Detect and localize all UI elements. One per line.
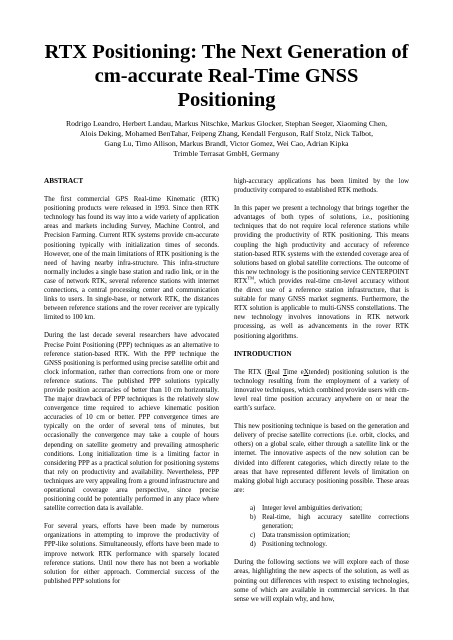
title-line-1: RTX Positioning: The Next Generation of (44, 41, 409, 63)
list-item-text: Integer level ambiguities derivation; (262, 504, 363, 512)
list-item-text: Positioning technology. (262, 541, 328, 549)
list-marker: d) (250, 541, 256, 549)
list-item (250, 531, 409, 540)
abstract-heading: ABSTRACT (44, 177, 84, 185)
left-column (44, 177, 219, 613)
list-item-text: Data transmission optimization; (262, 532, 351, 540)
abstract-paragraph-1: The first commercial GPS Real-time Kinematic (RTK) positioning products were released in 1993. Since then RTK technology has found its way into a wide variety of application areas and markets including Survey, Machine Control, and Precision Farming. Current RTK systems provide cm-accurate positioning typically with initialization times of seconds. However, one of the main limitations of RTK positioning is the need of having nearby infra-structure. This infra-structure normally includes a single base station and radio link, or in the case of network RTK, several reference stations with internet connections, a central processing center and communication links to users. In single-base, or network RTK, the distances between reference stations and the rover receiver are typically limited to 100 km. (44, 196, 219, 322)
right-paragraph-2 (234, 204, 409, 340)
list-item (250, 540, 409, 549)
list-marker: c) (250, 532, 256, 540)
title-line-2: cm-accurate Real-Time GNSS Positioning (94, 65, 359, 111)
acronym-r: R (267, 368, 272, 376)
intro-p1-eal: eal (271, 368, 283, 376)
right-paragraph-2-part-a: In this paper we present a technology that brings together the advantages of both types of solutions, i.e., positioning techniques that do not require local reference stations while providing the productivity of RTK positioning. This means coupling the high productivity and accuracy of reference station-based RTK systems with the extended coverage area of solutions based on global satellite corrections. The outcome of this new technology is the positioning service CENTERPOINT RTX (234, 205, 409, 285)
acronym-x: X (303, 368, 309, 376)
abstract-paragraph-2: During the last decade several researchers have advocated Precise Point Positioning (PPP) techniques as an alternative to reference station-based RTK. With the PPP technique the GNSS positioning is performed using precise satellite orbit and clock information, rather than corrections from one or more reference stations. The published PPP solutions typically provide position accuracies of better than 10 cm horizontally. The major drawback of PPP techniques is the relatively slow convergence time required to achieve kinematic position accuracies of 10 cm or better. PPP convergence times are typically on the order of several tens of minutes, but occasionally the convergence may take a couple of hours depending on satellite geometry and prevailing atmospheric conditions. Long initialization time is a limiting factor in considering PPP as a practical solution for positioning systems that rely on productivity and availability. Nevertheless, PPP techniques are very appealing from a ground infrastructure and operational coverage area perspective, since precise positioning could be potentially performed in any place where satellite correction data is available. (44, 332, 219, 513)
introduction-heading: INTRODUCTION (234, 349, 292, 358)
list-marker: b) (250, 514, 256, 521)
acronym-t: T (282, 368, 287, 376)
trademark-mark: TM (247, 275, 255, 281)
authors-line-1: Rodrigo Leandro, Herbert Landau, Markus Nitschke, Markus Glocker, Stephan Seeger, Xiaoming Chen, (65, 119, 388, 128)
list-item (250, 504, 409, 513)
intro-paragraph-1 (234, 368, 409, 413)
authors-line-2: Alois Deking, Mohamed BenTahar, Feipeng Zhang, Kendall Ferguson, Ralf Stolz, Nick Talbot, (79, 129, 374, 138)
intro-p1-start: The RTX ( (234, 368, 268, 376)
intro-paragraph-3: During the following sections we will explore each of those areas, highlighting the new aspects of the solution, as well as pointing out differences with respect to existing technologies, some of which are available in commercial services. In that sense we will explain why, and how, (234, 559, 409, 603)
intro-p1-end: tended) positioning solution is the technology resulting from the employment of a variety of innovative techniques, which combined provide users with cm-level real time position accuracy anywhere on or near the earth’s surface. (234, 368, 409, 413)
right-column (234, 177, 409, 613)
innovation-areas-list (234, 504, 409, 549)
right-paragraph-1: high-accuracy applications has been limited by the low productivity compared to established RTK methods. (234, 178, 409, 195)
paper-title (44, 40, 409, 112)
list-item (250, 513, 409, 531)
intro-paragraph-2: This new positioning technique is based on the generation and delivery of precise satellite corrections (i.e. orbit, clocks, and others) on a global scale, either through a satellite link or the internet. The innovative aspects of the new solution can be divided into different categories, which directly relate to the areas that have represented different levels of limitation on making global high accuracy positioning possible. These areas are: (234, 423, 409, 494)
body-columns (44, 177, 409, 613)
list-marker: a) (250, 504, 256, 512)
list-item-text: Real-time, high accuracy satellite corrections generation; (262, 514, 409, 531)
author-block (44, 119, 409, 159)
right-paragraph-2-part-b: , which provides real-time cm-level accuracy without the direct use of a reference station infrastructure, that is suitable for many GNSS market segments. Furthermore, the RTX solution is applicable to multi-GNSS constellations. The new technology involves innovations in RTK network processing, as well as advancements in the rover RTK positioning algorithms. (234, 277, 409, 340)
affiliation: Trimble Terrasat GmbH, Germany (173, 149, 280, 158)
abstract-paragraph-3: For several years, efforts have been made by numerous organizations in attempting to improve the productivity of PPP-like solutions. Simultaneously, efforts have been made to improve network RTK performance with sparsely located reference stations. Until now there has not been a workable solution for either approach. Commercial success of the published PPP solutions for (44, 523, 219, 585)
intro-p1-ime: ime e (286, 368, 304, 376)
authors-line-3: Gang Lu, Timo Allison, Markus Brandl, Victor Gomez, Wei Cao, Adrian Kipka (104, 139, 349, 148)
